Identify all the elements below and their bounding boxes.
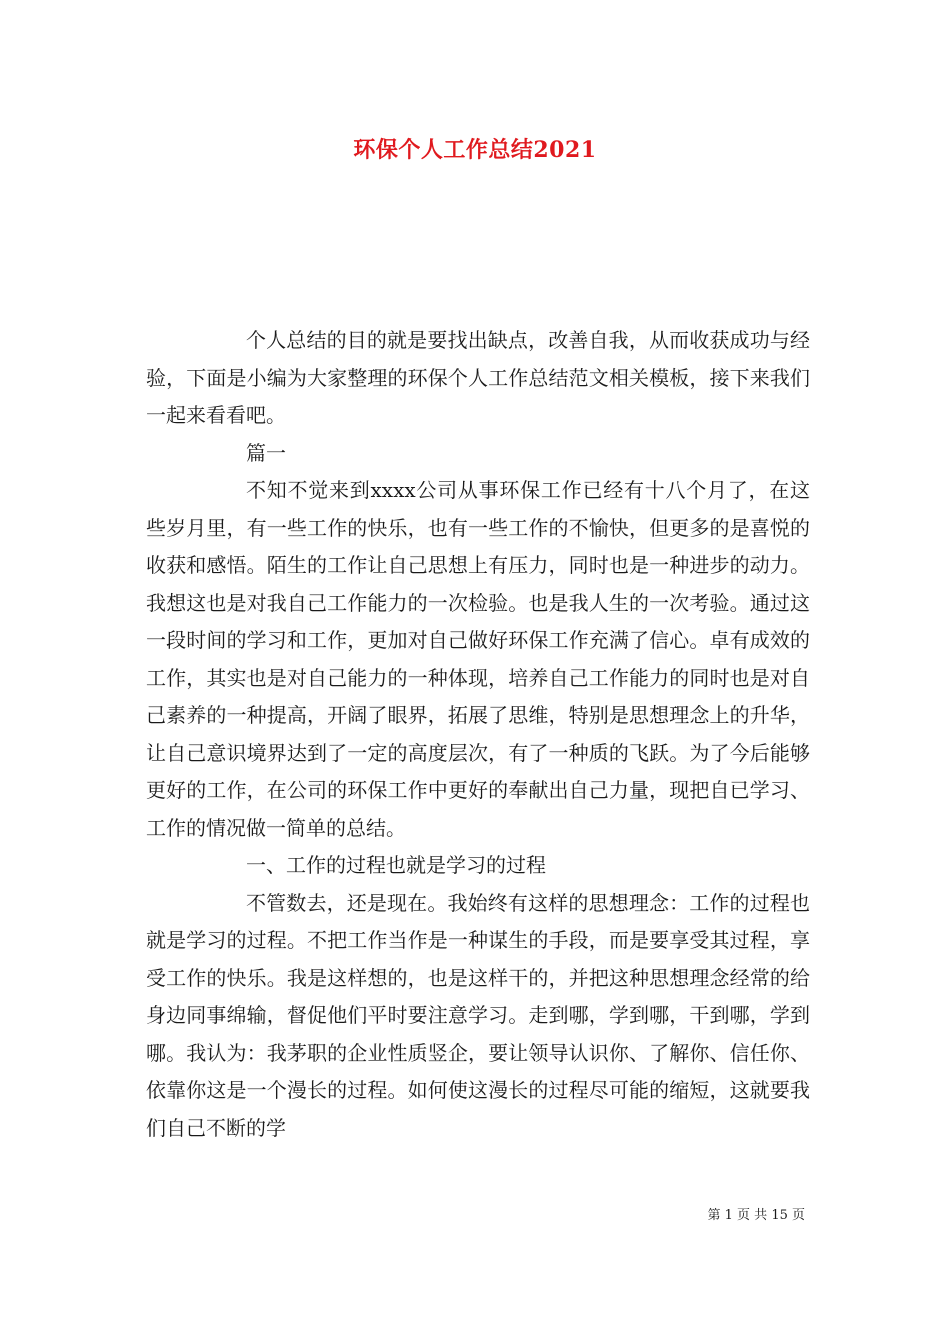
page-number: 第 1 页 共 15 页 <box>707 1208 805 1223</box>
section-heading: 一、工作的过程也就是学习的过程 <box>246 853 546 877</box>
body-paragraph: 不管数去，还是现在。我始终有这样的思想理念：工作的过程也就是学习的过程。不把工作当作是一种谋生的手段，而是要享受其过程，享受工作的快乐。我是这样想的，也是这样干的，并把这种思想理念经常的给身边同事绵输，督促他们平时要注意学习。走到哪，学到哪，干到哪，学到哪。我认为：我茅职的企业性质竖企，要让领导认识你、了解你、信任你、依靠你这是一个漫长的过程。如何使这漫长的过程尽可能的缩短，这就要我们自己不断的学 <box>146 890 810 1140</box>
intro-paragraph: 个人总结的目的就是要找出缺点，改善自我，从而收获成功与经验，下面是小编为大家整理的环保个人工作总结范文相关模板，接下来我们一起来看看吧。 <box>146 328 810 427</box>
document-body <box>146 322 810 1147</box>
body-paragraph: 不知不觉来到xxxx公司从事环保工作已经有十八个月了，在这些岁月里，有一些工作的快乐，也有一些工作的不愉快，但更多的是喜悦的收获和感悟。陌生的工作让自己思想上有压力，同时也是一种进步的动力。我想这也是对我自己工作能力的一次检验。也是我人生的一次考验。通过这一段时间的学习和工作，更加对自己做好环保工作充满了信心。卓有成效的工作，其实也是对自己能力的一种体现，培养自己工作能力的同时也是对自己素养的一种提高，开阔了眼界，拓展了思维，特别是思想理念上的升华，让自己意识境界达到了一定的高度层次，有了一种质的飞跃。为了今后能够更好的工作，在公司的环保工作中更好的奉献出自己力量，现把自已学习、工作的情况做一简单的总结。 <box>146 478 810 840</box>
section-label: 篇一 <box>246 440 286 465</box>
document-title: 环保个人工作总结2021 <box>353 137 597 163</box>
